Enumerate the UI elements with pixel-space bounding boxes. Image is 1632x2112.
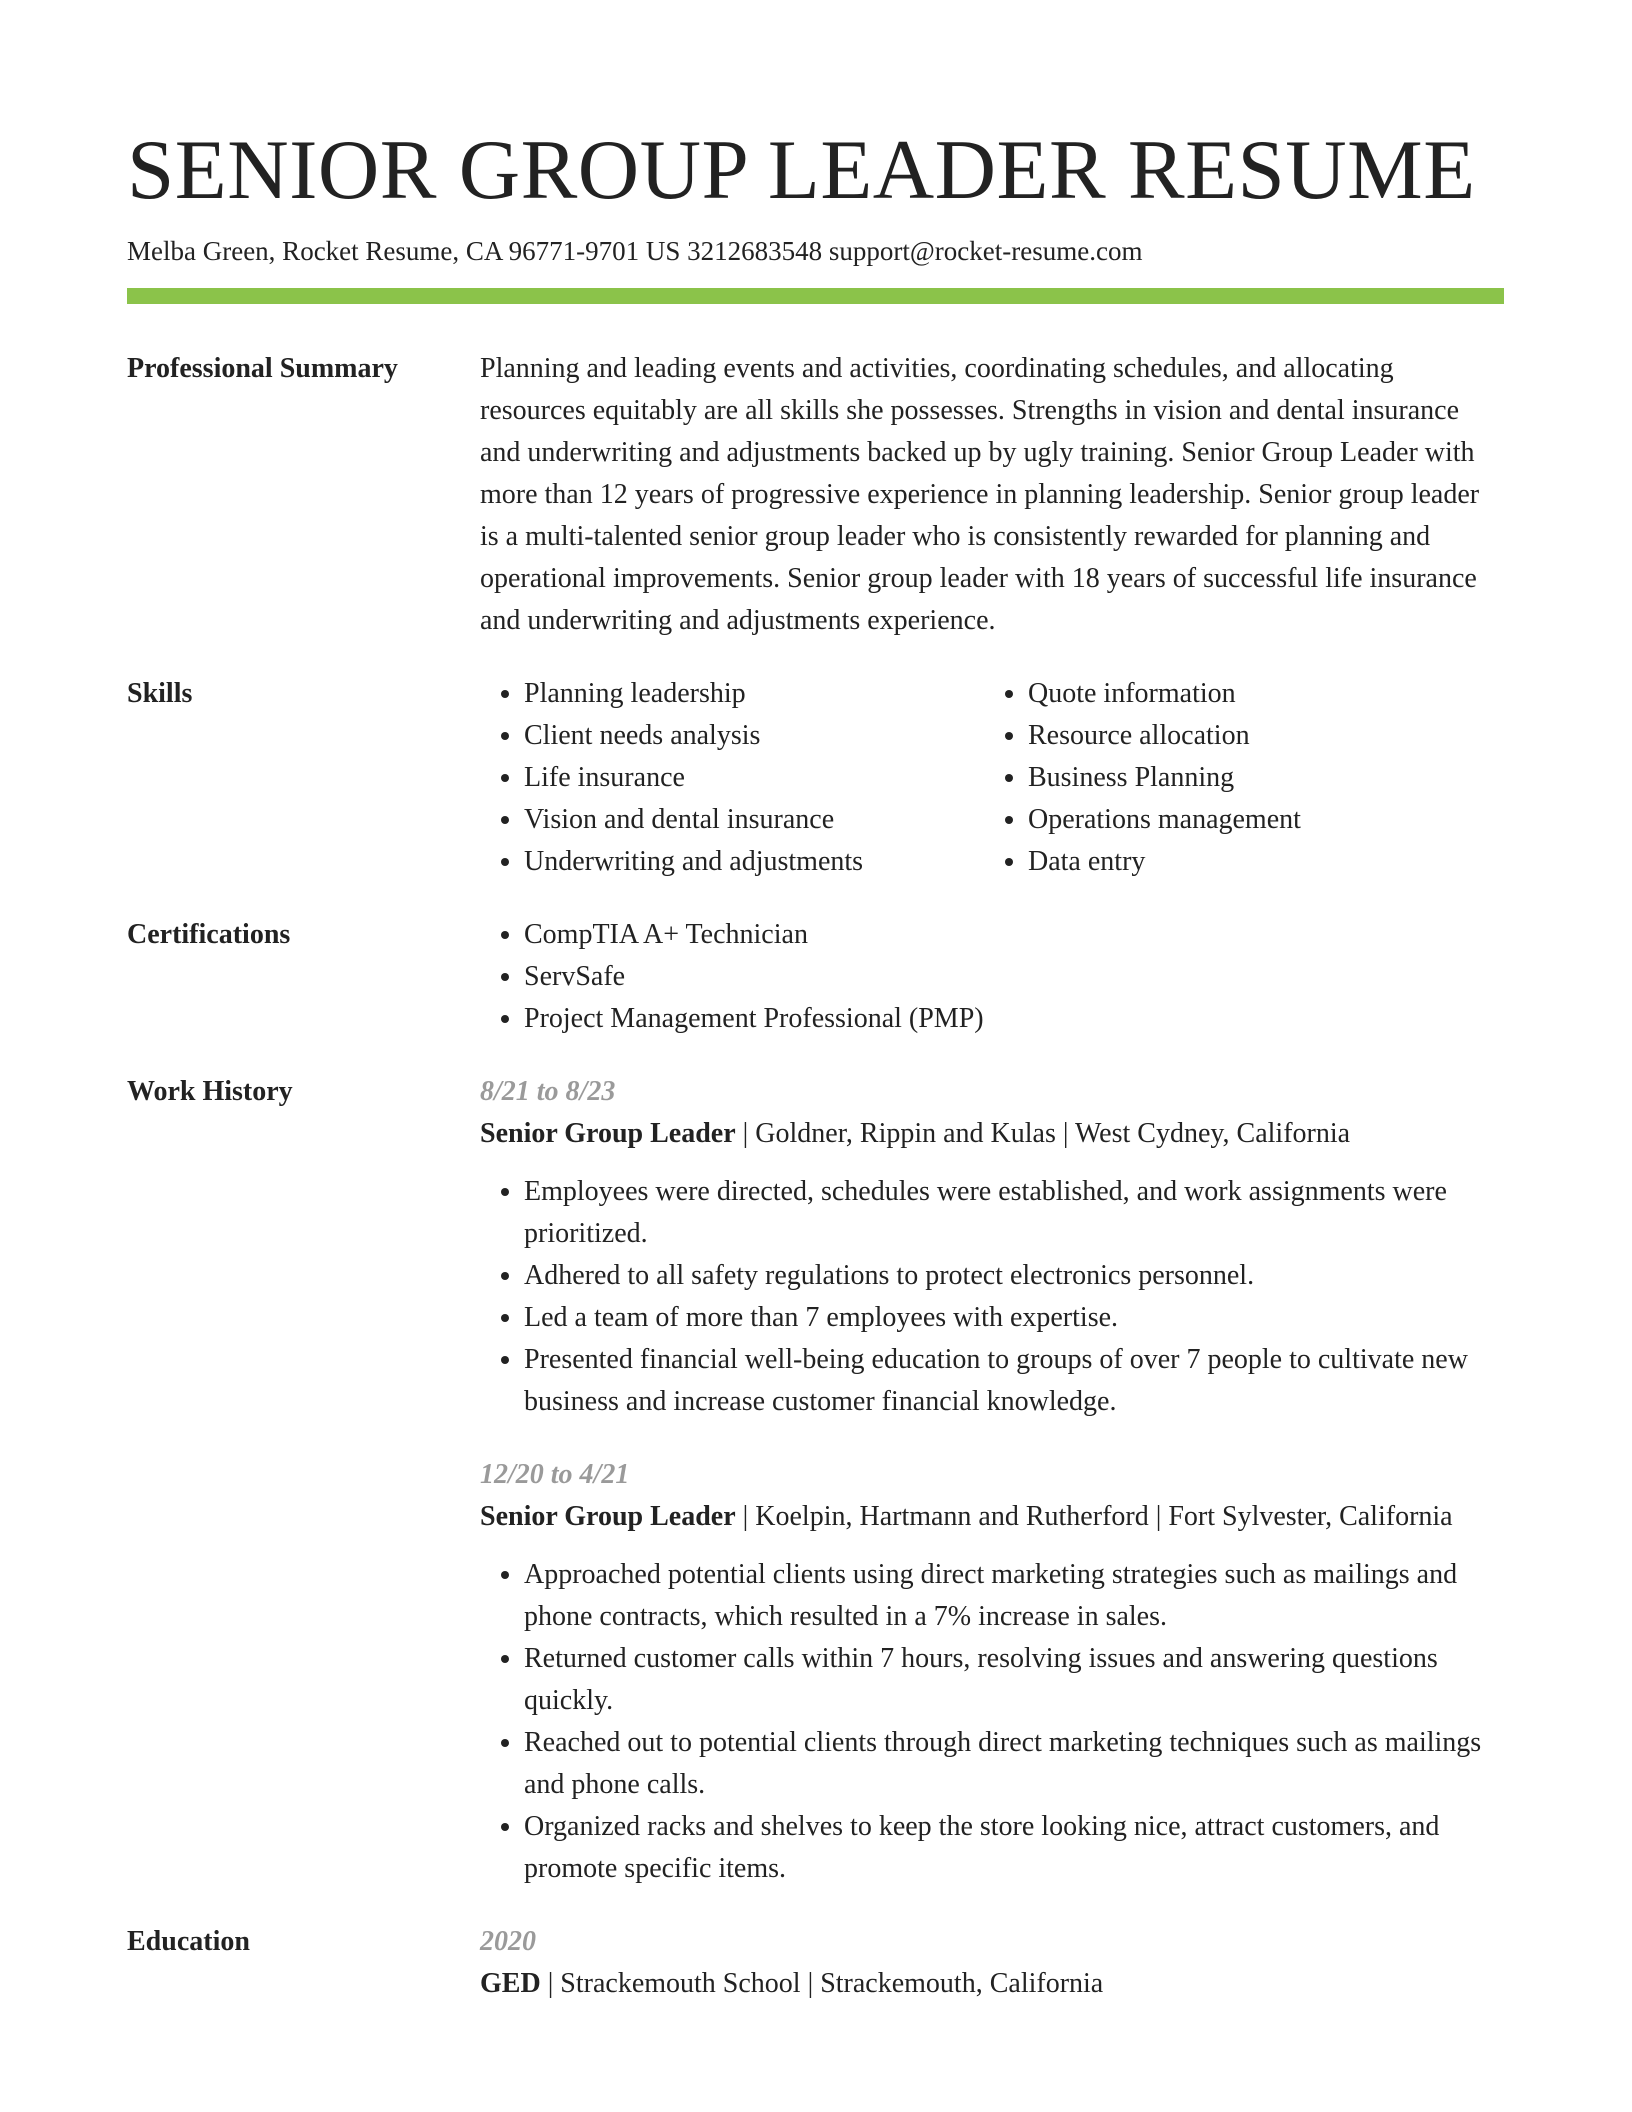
- job-dates: 8/21 to 8/23: [480, 1076, 616, 1107]
- skill-item: • Resource allocation: [1028, 715, 1488, 757]
- job-bullet: • Returned customer calls within 7 hours, resolving issues and answering questions quickly.: [524, 1638, 1504, 1722]
- job-bullet: • Led a team of more than 7 employees with expertise.: [524, 1297, 1504, 1339]
- skills-list-left: [480, 673, 984, 883]
- job-bullet: • Presented financial well-being education to groups of over 7 people to cultivate new business and increase customer financial knowledge.: [524, 1339, 1504, 1423]
- skill-item: • Operations management: [1028, 799, 1488, 841]
- job-details: | Koelpin, Hartmann and Rutherford | Fort Sylvester, California: [735, 1501, 1453, 1532]
- certifications-list: [480, 914, 1504, 1040]
- resume-title: SENIOR GROUP LEADER RESUME: [127, 123, 1476, 217]
- summary-text: Planning and leading events and activities, coordinating schedules, and allocating resources equitably are all skills she possesses. Strengths in vision and dental insurance and underwriting and adjustments backed up by ugly training. Senior Group Leader with more than 12 years of progressive experience in planning leadership. Senior group leader is a multi-talented senior group leader who is consistently rewarded for planning and operational improvements. Senior group leader with 18 years of successful life insurance and underwriting and adjustments experience.: [480, 353, 1480, 636]
- work-history-label: Work History: [127, 1076, 293, 1107]
- job-entry: [480, 1071, 1504, 1423]
- work-history-section: [127, 1071, 1504, 1890]
- accent-divider: [127, 288, 1504, 304]
- resume-page: [127, 118, 1504, 2005]
- job-bullet: • Employees were directed, schedules were established, and work assignments were prioritized.: [524, 1171, 1504, 1255]
- skills-label: Skills: [127, 678, 193, 709]
- skill-item: • Vision and dental insurance: [524, 799, 984, 841]
- job-bullet: • Organized racks and shelves to keep the store looking nice, attract customers, and promote specific items.: [524, 1806, 1504, 1890]
- education-heading: [480, 1963, 1504, 2005]
- job-heading: [480, 1113, 1504, 1155]
- job-bullets: [480, 1554, 1504, 1890]
- job-entry: [480, 1454, 1504, 1890]
- certification-item: • CompTIA A+ Technician: [524, 914, 1504, 956]
- skill-item: • Life insurance: [524, 757, 984, 799]
- contact-line: Melba Green, Rocket Resume, CA 96771-9701 US 3212683548 support@rocket-resume.com: [127, 236, 1143, 266]
- job-bullet: • Reached out to potential clients through direct marketing techniques such as mailings and phone calls.: [524, 1722, 1504, 1806]
- summary-label: Professional Summary: [127, 353, 398, 384]
- education-degree: GED: [480, 1968, 541, 1999]
- skill-item: • Data entry: [1028, 841, 1488, 883]
- skills-section: [127, 673, 1504, 883]
- education-label: Education: [127, 1926, 250, 1957]
- job-details: | Goldner, Rippin and Kulas | West Cydney, California: [735, 1118, 1351, 1149]
- skill-item: • Underwriting and adjustments: [524, 841, 984, 883]
- job-title: Senior Group Leader: [480, 1118, 736, 1149]
- job-dates: 12/20 to 4/21: [480, 1459, 630, 1490]
- skills-list-right: [984, 673, 1488, 883]
- job-bullet: • Adhered to all safety regulations to protect electronics personnel.: [524, 1255, 1504, 1297]
- skill-item: • Planning leadership: [524, 673, 984, 715]
- job-title: Senior Group Leader: [480, 1501, 736, 1532]
- education-section: [127, 1921, 1504, 2005]
- certifications-label: Certifications: [127, 919, 291, 950]
- education-details: | Strackemouth School | Strackemouth, California: [540, 1968, 1104, 1999]
- skill-item: • Business Planning: [1028, 757, 1488, 799]
- summary-section: [127, 348, 1504, 642]
- education-year: 2020: [480, 1926, 536, 1957]
- certifications-section: [127, 914, 1504, 1040]
- skill-item: • Quote information: [1028, 673, 1488, 715]
- job-heading: [480, 1496, 1504, 1538]
- job-bullet: • Approached potential clients using direct marketing strategies such as mailings and phone contracts, which resulted in a 7% increase in sales.: [524, 1554, 1504, 1638]
- certification-item: • Project Management Professional (PMP): [524, 998, 1504, 1040]
- skill-item: • Client needs analysis: [524, 715, 984, 757]
- job-bullets: [480, 1171, 1504, 1423]
- certification-item: • ServSafe: [524, 956, 1504, 998]
